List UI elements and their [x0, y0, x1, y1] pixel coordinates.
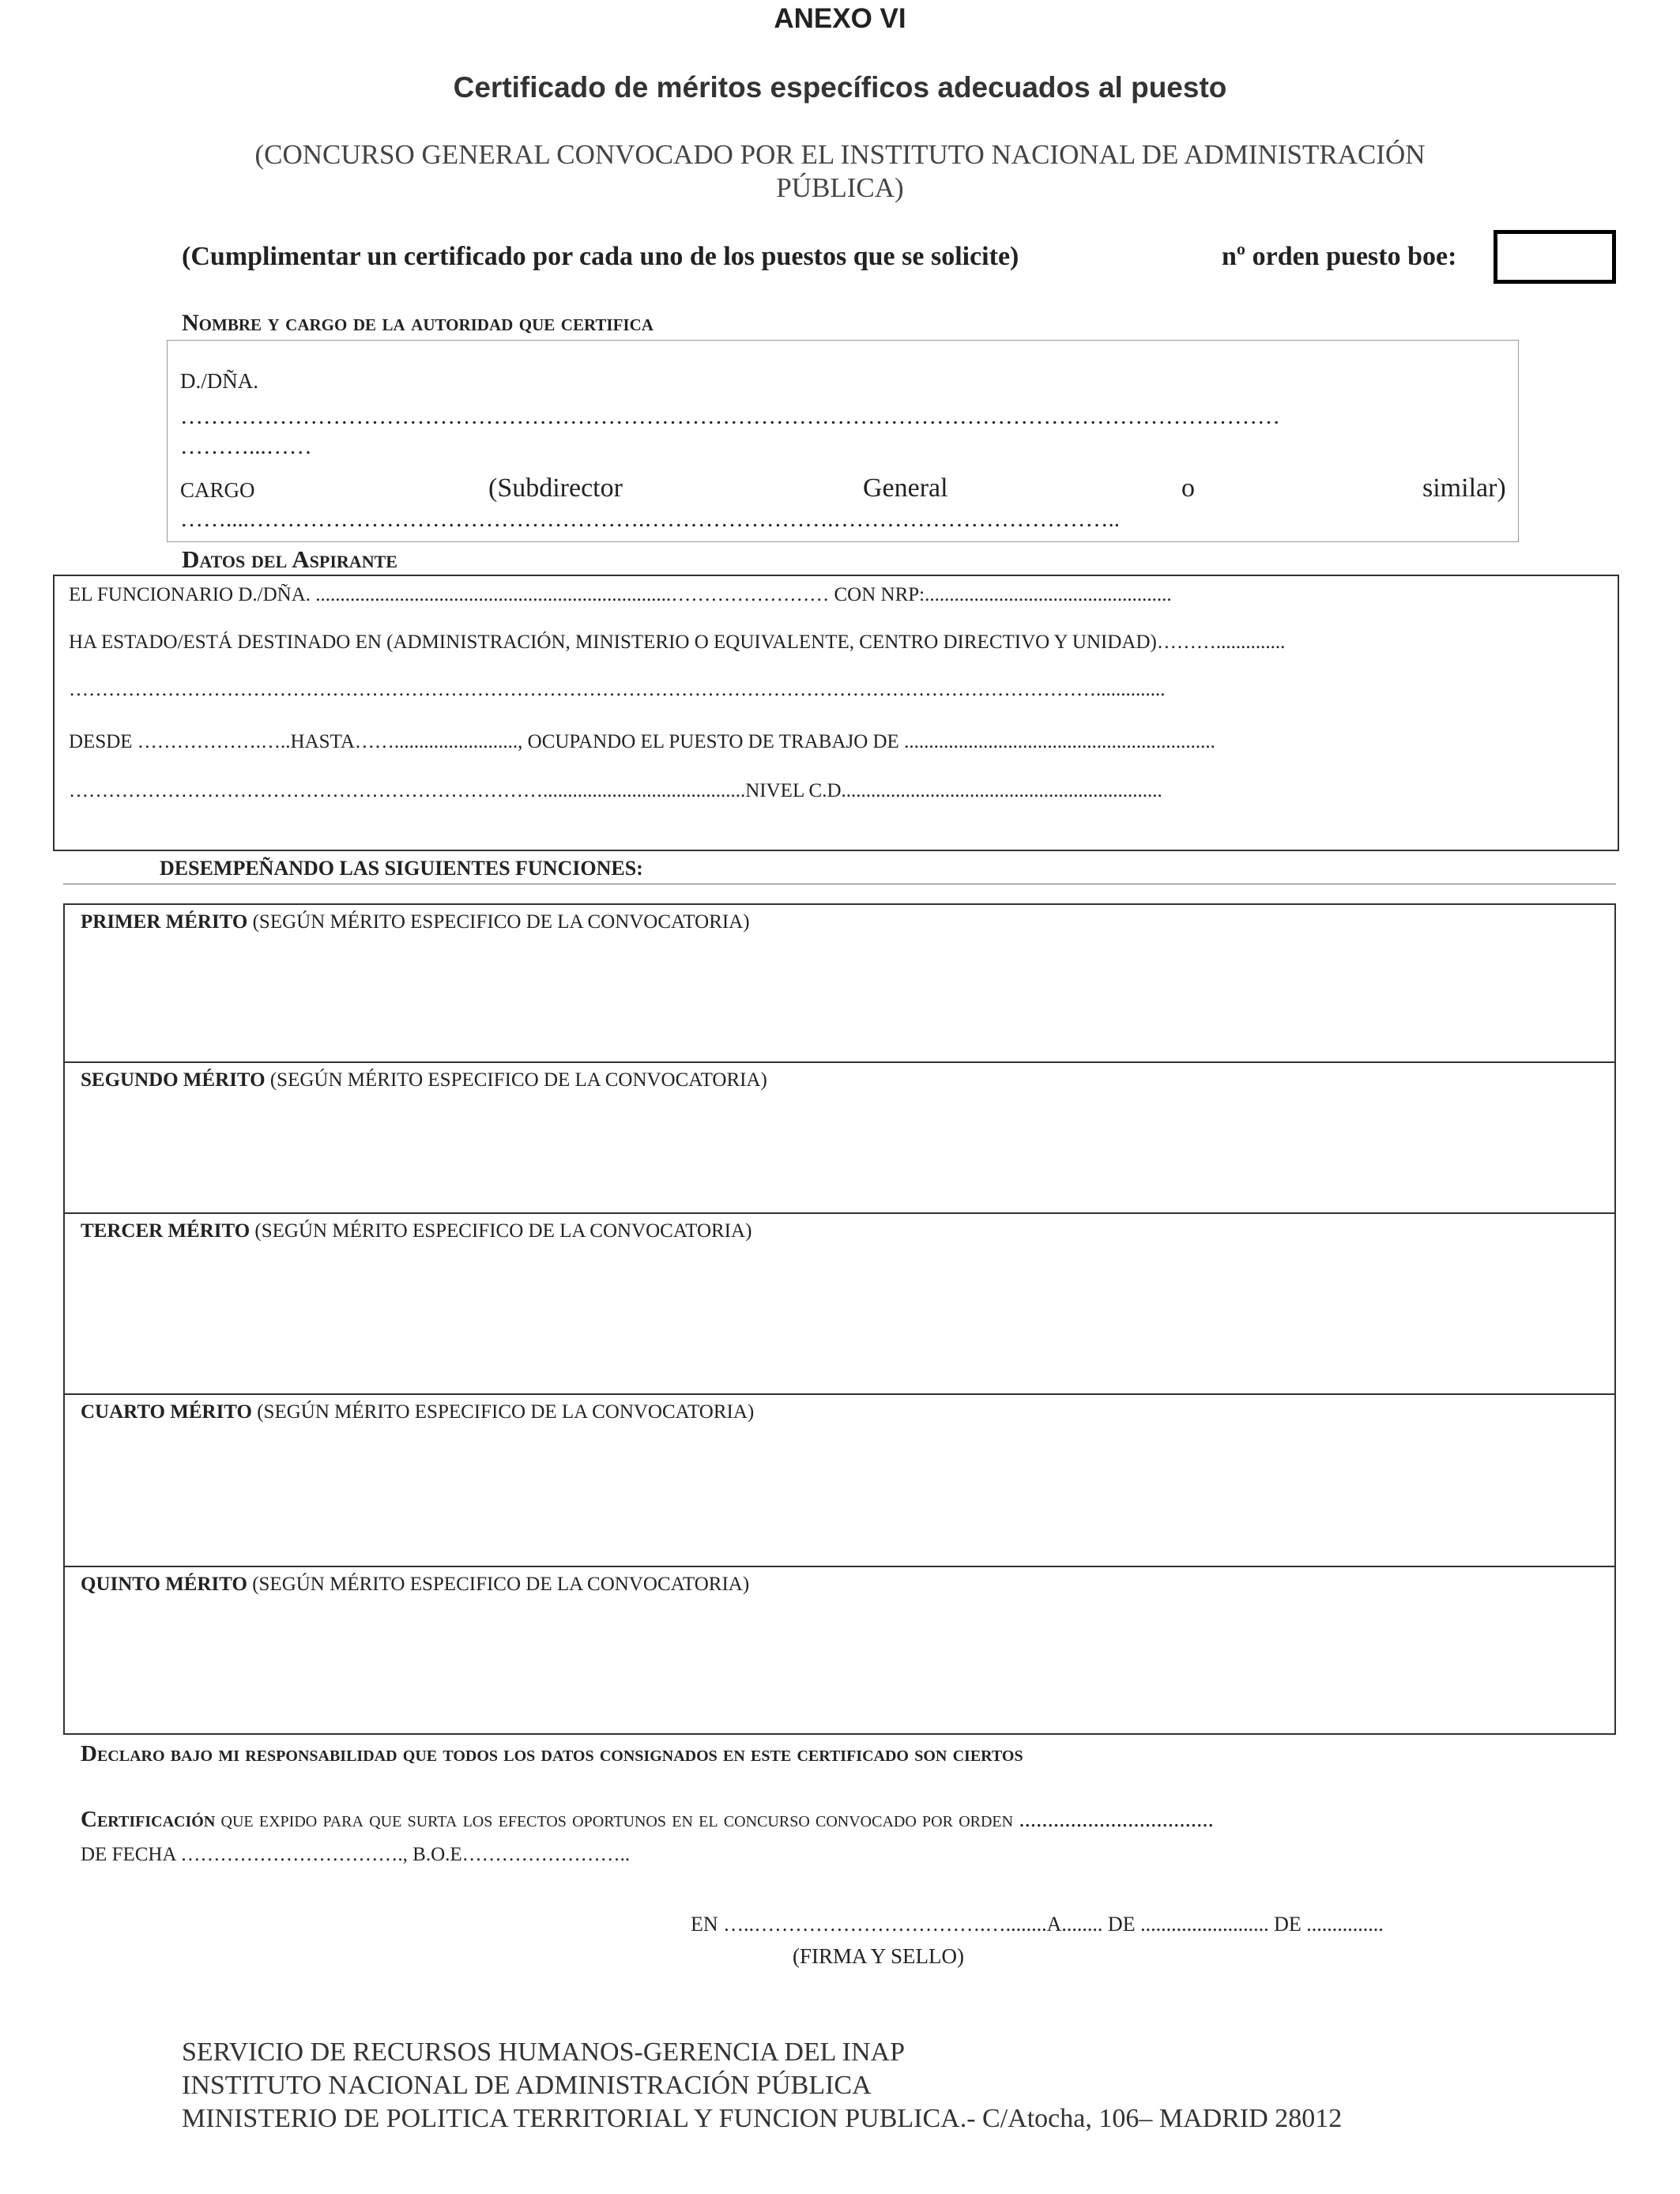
merit-2-note: (SEGÚN MÉRITO ESPECIFICO DE LA CONVOCATORIA)	[269, 1069, 767, 1091]
subtitle-line-1: (CONCURSO GENERAL CONVOCADO POR EL INSTITUTO NACIONAL DE ADMINISTRACIÓN	[254, 139, 1426, 170]
merit-5-title: QUINTO MÉRITO	[81, 1574, 247, 1595]
footer-line-3: MINISTERIO DE POLITICA TERRITORIAL Y FUNCION PUBLICA.- C/Atocha, 106– MADRID 28012	[182, 2104, 1343, 2133]
applicant-destination-cont[interactable]: …………………………………………………………………………………………………………………………………………..............	[69, 679, 1166, 700]
merit-1-box[interactable]	[63, 903, 1616, 1063]
certification-text[interactable]: que expido para que surta los efectos oportunos en el concurso convocado por orden ..................................	[215, 1807, 1214, 1832]
merit-3-note: (SEGÚN MÉRITO ESPECIFICO DE LA CONVOCATORIA)	[254, 1220, 752, 1242]
subtitle-line-2: PÚBLICA)	[776, 172, 904, 203]
certification-lead: Certificación	[81, 1807, 216, 1832]
applicant-level-line[interactable]: ……………………………………………………………….........................................NIVEL C.D.................................................................	[69, 780, 1162, 801]
cargo-hint-3: o	[1181, 473, 1195, 503]
authority-name-field[interactable]: ………………………………………………………………………………………………………………………………	[180, 404, 1280, 429]
merit-4-note: (SEGÚN MÉRITO ESPECIFICO DE LA CONVOCATORIA)	[257, 1401, 755, 1423]
cargo-hint-4: similar)	[1422, 473, 1506, 503]
certification-date-line[interactable]: DE FECHA ……………………………., B.O.E……………………..	[81, 1844, 631, 1865]
functions-heading: DESEMPEÑANDO LAS SIGUIENTES FUNCIONES:	[160, 857, 643, 880]
applicant-box	[53, 575, 1619, 851]
footer-line-1: SERVICIO DE RECURSOS HUMANOS-GERENCIA DEL INAP	[182, 2038, 906, 2067]
authority-heading: Nombre y cargo de la autoridad que certifica	[182, 310, 654, 336]
merit-3-title: TERCER MÉRITO	[81, 1220, 250, 1242]
merit-1-note: (SEGÚN MÉRITO ESPECIFICO DE LA CONVOCATORIA)	[252, 911, 750, 933]
applicant-heading: Datos del Aspirante	[182, 545, 397, 573]
applicant-period-line[interactable]: DESDE ……………….…..HASTA……........................., OCUPANDO EL PUESTO DE TRABAJO DE ...............................................................	[69, 731, 1215, 752]
order-number-field[interactable]	[1494, 230, 1616, 284]
authority-name-label: D./DÑA.	[180, 369, 258, 393]
authority-box	[167, 340, 1519, 542]
declaration-text: Declaro bajo mi responsabilidad que todos los datos consignados en este certificado son ciertos	[81, 1741, 1023, 1766]
authority-name-field-cont[interactable]: ………...……	[180, 434, 312, 459]
authority-cargo-label: CARGO	[180, 478, 255, 502]
annex-title: ANEXO VI	[774, 3, 906, 34]
certification-line	[81, 1807, 1617, 1833]
cargo-hint-1: (Subdirector	[488, 473, 623, 503]
authority-cargo-field[interactable]: ……....…………………………………………….…………………….………………………………..	[180, 507, 1120, 532]
merit-2-title: SEGUNDO MÉRITO	[81, 1069, 266, 1091]
footer-line-2: INSTITUTO NACIONAL DE ADMINISTRACIÓN PÚBLICA	[182, 2071, 872, 2100]
instruction-text: (Cumplimentar un certificado por cada uno de los puestos que se solicite)	[182, 242, 1019, 271]
merit-2-box[interactable]	[63, 1061, 1616, 1214]
applicant-name-line[interactable]: EL FUNCIONARIO D./DÑA. ........................................................................…………………… CON NRP:..................................................	[69, 584, 1172, 605]
applicant-destination-line[interactable]: HA ESTADO/ESTÁ DESTINADO EN (ADMINISTRACIÓN, MINISTERIO O EQUIVALENTE, CENTRO DIRECTIVO Y UNIDAD)………..............	[69, 631, 1286, 653]
merit-5-note: (SEGÚN MÉRITO ESPECIFICO DE LA CONVOCATORIA)	[252, 1574, 750, 1595]
merit-3-box[interactable]	[63, 1212, 1616, 1395]
cargo-hint-2: General	[863, 473, 948, 503]
merit-4-title: CUARTO MÉRITO	[81, 1401, 252, 1423]
signature-label: (FIRMA Y SELLO)	[793, 1944, 965, 1968]
merit-4-box[interactable]	[63, 1393, 1616, 1567]
merit-1-title: PRIMER MÉRITO	[81, 911, 248, 933]
document-title: Certificado de méritos específicos adecuados al puesto	[453, 71, 1227, 104]
merit-5-box[interactable]	[63, 1566, 1616, 1735]
place-date-line[interactable]: EN …..…………………………….…........A........ DE ......................... DE ...............	[691, 1913, 1384, 1936]
order-number-label: nº orden puesto boe:	[1222, 242, 1457, 271]
